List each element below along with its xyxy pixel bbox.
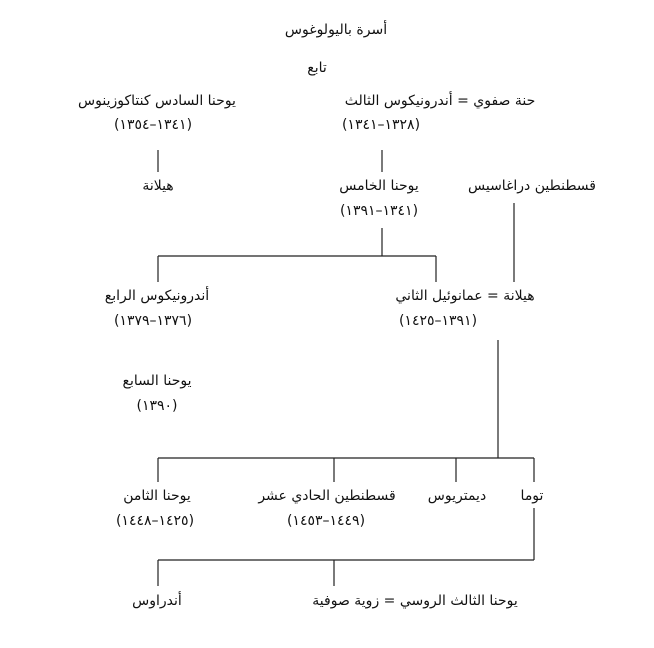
person-thomas: توما xyxy=(520,488,544,504)
person-andronikos-iii-anna: حنة صفوي = أندرونيكوس الثالث xyxy=(344,93,536,109)
reign-john-viii: (١٤٢٥–١٤٤٨) xyxy=(115,513,195,529)
person-john-vii: يوحنا السابع xyxy=(122,373,192,389)
reign-constantine-xi: (١٤٤٩–١٤٥٣) xyxy=(286,513,366,529)
person-andreas: أندراوس xyxy=(132,593,182,609)
reign-manuel-ii: (١٣٩١–١٤٢٥) xyxy=(398,313,478,329)
reign-andronikos-iii: (١٣٢٨–١٣٤١) xyxy=(341,117,421,133)
person-demetrios: ديمتريوس xyxy=(427,488,487,504)
person-john-v: يوحنا الخامس xyxy=(339,178,419,194)
person-zoe-sophia: يوحنا الثالث الروسي = زوية صوفية xyxy=(312,593,518,609)
tree-subtitle: تابع xyxy=(307,60,327,76)
person-constantine-xi: قسطنطين الحادي عشر xyxy=(258,488,396,504)
person-john-viii: يوحنا الثامن xyxy=(123,488,191,504)
person-constantine-dragas: قسطنطين دراغاسيس xyxy=(468,178,596,194)
tree-title: أسرة باليولوغوس xyxy=(284,22,388,38)
person-andronikos-iv: أندرونيكوس الرابع xyxy=(104,288,210,304)
reign-andronikos-iv: (١٣٧٦–١٣٧٩) xyxy=(113,313,193,329)
reign-john-v: (١٣٤١–١٣٩١) xyxy=(339,203,419,219)
reign-john-vi: (١٣٤١–١٣٥٤) xyxy=(113,117,193,133)
reign-john-vii: (١٣٩٠) xyxy=(136,398,178,414)
person-manuel-ii-helena: هيلانة = عمانوئيل الثاني xyxy=(395,288,535,304)
person-john-vi: يوحنا السادس كنتاكوزينوس xyxy=(78,93,236,109)
person-helena-kantakouzene: هيلانة xyxy=(142,178,174,194)
